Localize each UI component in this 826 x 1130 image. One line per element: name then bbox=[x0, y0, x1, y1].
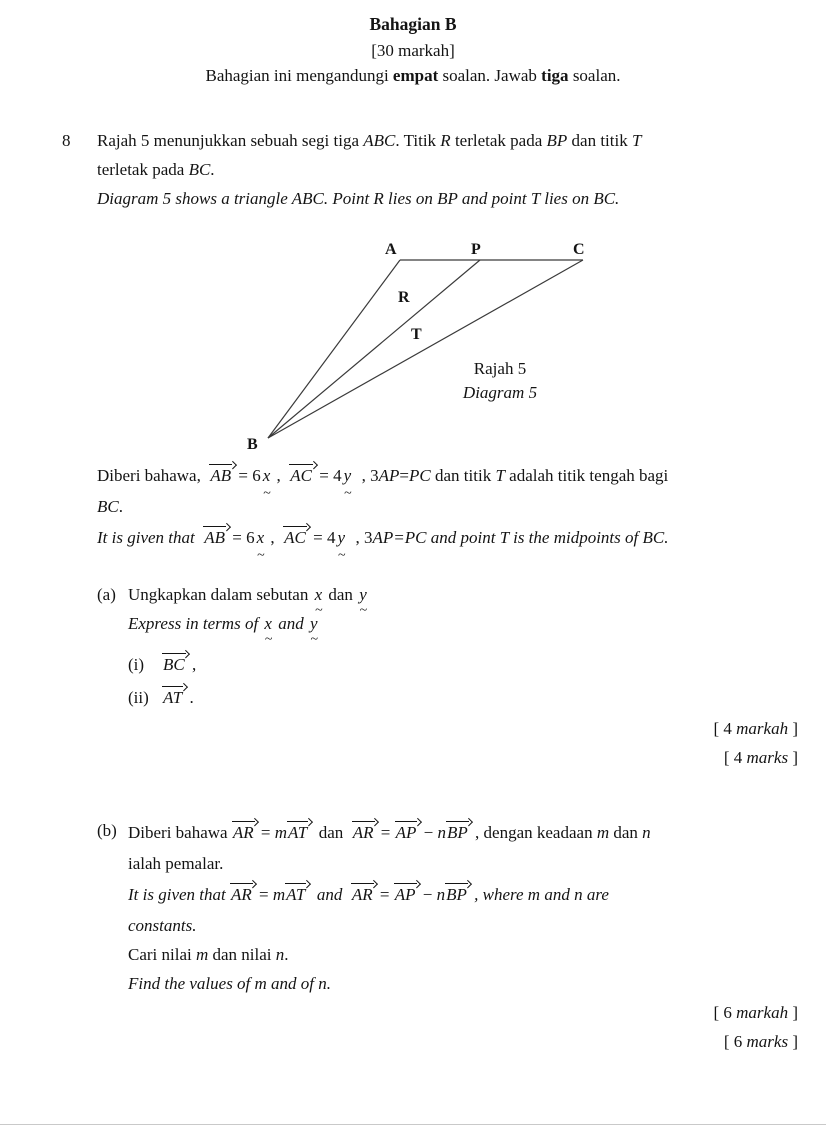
given-english: It is given that AB = 6 x ~ , AC = 4 y ~ , 3AP=PC and point T is the midpoints of BC. bbox=[97, 521, 798, 554]
part-a-item-i-expression: BC , bbox=[163, 655, 197, 674]
part-a-marks-malay: [ 4 markah ] bbox=[713, 719, 798, 738]
triangle-diagram bbox=[235, 233, 615, 459]
part-b bbox=[97, 816, 798, 1056]
side-ba bbox=[268, 260, 400, 438]
side-bc bbox=[268, 260, 583, 438]
question-intro-malay-line2: terletak pada BC. bbox=[97, 160, 215, 179]
point-label-t: T bbox=[411, 326, 422, 343]
part-a-item-i-label: (i) bbox=[128, 655, 145, 674]
point-label-r: R bbox=[398, 289, 410, 306]
question-intro-malay-line1: Rajah 5 menunjukkan sebuah segi tiga ABC. Titik R terletak pada BP dan titik T bbox=[97, 131, 642, 150]
diagram-caption-malay: Rajah 5 bbox=[473, 359, 527, 378]
part-a-prompt-english: Express in terms of x ~ and y ~ bbox=[128, 609, 798, 638]
segment-bp bbox=[268, 260, 480, 438]
vertex-label-c: C bbox=[573, 241, 585, 258]
part-a-item-ii-label: (ii) bbox=[128, 688, 149, 707]
section-header bbox=[0, 0, 826, 61]
part-b-given-malay-line2: ialah pemalar. bbox=[128, 854, 224, 873]
question-content bbox=[0, 459, 826, 1056]
question-number: 8 bbox=[62, 131, 71, 150]
vertex-label-a: A bbox=[385, 241, 397, 258]
part-a-marks-english: [ 4 marks ] bbox=[723, 748, 798, 767]
given-malay-line1: Diberi bahawa, AB = 6 x ~ , AC = 4 y ~ , 3AP=PC dan titik T adalah titik tengah bagi bbox=[97, 459, 798, 492]
vertex-label-b: B bbox=[247, 436, 258, 453]
part-b-body bbox=[128, 816, 798, 1056]
part-a-item-i bbox=[128, 648, 798, 681]
part-b-marks-malay: [ 6 markah ] bbox=[713, 1003, 798, 1022]
part-b-given-english-line1: It is given that AR = mAT and AR = AP − nBP , where m and n are bbox=[128, 885, 609, 904]
part-b-task-english: Find the values of m and of n. bbox=[128, 974, 332, 993]
question-body bbox=[97, 126, 796, 213]
section-total-marks: [30 markah] bbox=[371, 41, 455, 60]
point-label-p: P bbox=[471, 241, 481, 258]
diagram-5 bbox=[0, 233, 826, 459]
part-b-label: (b) bbox=[97, 821, 117, 840]
question-8 bbox=[0, 126, 826, 213]
part-a-item-ii bbox=[128, 681, 798, 714]
part-a-label: (a) bbox=[97, 585, 116, 604]
part-a-item-ii-expression: AT . bbox=[163, 688, 194, 707]
part-a bbox=[97, 580, 798, 772]
part-b-task-malay: Cari nilai m dan nilai n. bbox=[128, 945, 289, 964]
part-a-prompt-malay: Ungkapkan dalam sebutan x ~ dan y ~ bbox=[128, 580, 798, 609]
part-a-body bbox=[128, 580, 798, 772]
section-instruction: Bahagian ini mengandungi empat soalan. Jawab tiga soalan. bbox=[205, 66, 621, 85]
part-b-given-malay-line1: Diberi bahawa AR = mAT dan AR = AP − nBP , dengan keadaan m dan n bbox=[128, 823, 651, 842]
page-bottom-rule bbox=[0, 1124, 826, 1125]
diagram-caption-english: Diagram 5 bbox=[462, 383, 538, 402]
part-b-given-english-line2: constants. bbox=[128, 916, 197, 935]
part-b-marks-english: [ 6 marks ] bbox=[723, 1032, 798, 1051]
question-intro-english: Diagram 5 shows a triangle ABC. Point R lies on BP and point T lies on BC. bbox=[97, 189, 620, 208]
section-title: Bahagian B bbox=[369, 14, 457, 34]
given-malay-line2: BC. bbox=[97, 497, 123, 516]
